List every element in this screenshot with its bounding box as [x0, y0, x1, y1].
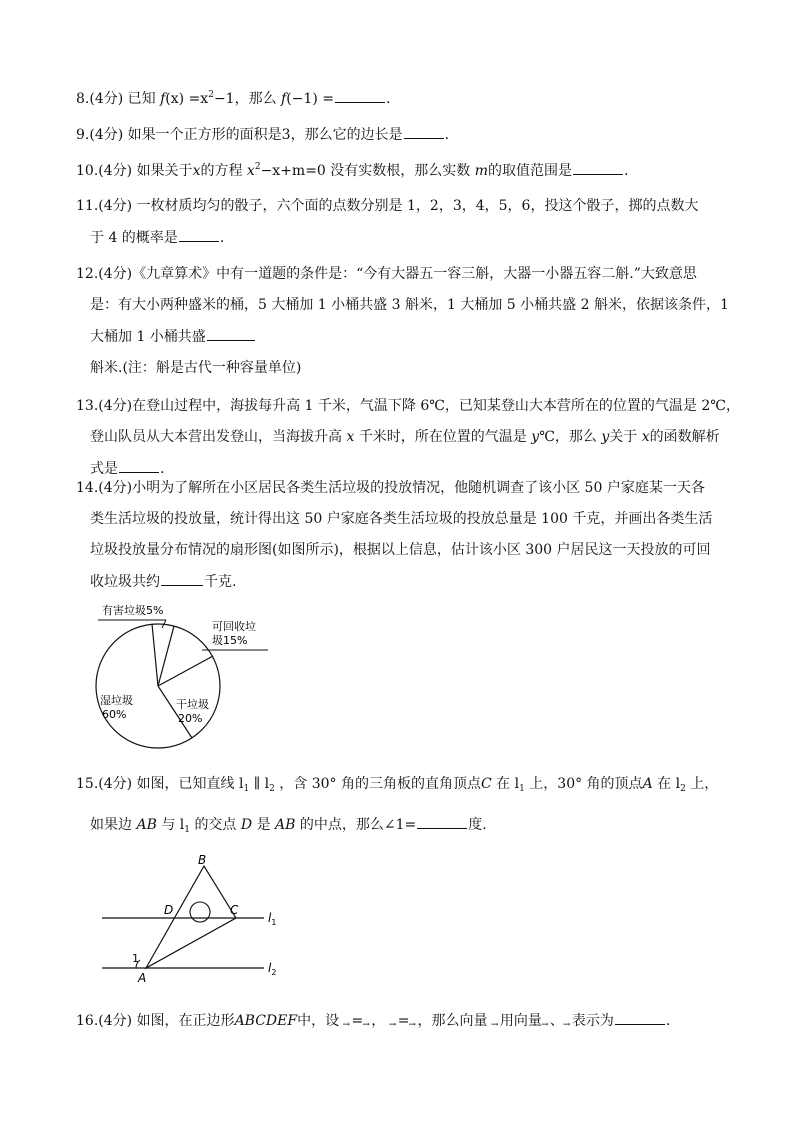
label-dry-pct: 20%: [178, 712, 203, 725]
point-d-label: D: [164, 903, 174, 917]
question-10: 10.(4分) 如果关于x的方程 $x^2-x+m=0$ 没有实数根，那么实数 m的取值范围是 .: [76, 162, 629, 179]
answer-blank[interactable]: [404, 124, 444, 139]
answer-blank[interactable]: [335, 88, 385, 103]
question-16: 16.(4分) 如图，在正边形ABCDEF中，设 = ， = ，那么向量 用向量 、 表示为 .: [76, 1010, 726, 1031]
question-15: 15.(4分) 如图，已知直线 $l_1$ ∥ $l_2$ ，含 30° 角的三角板的直角顶点C 在 $l_1$ 上，30° 角的顶点A 在 $l_2$ 上， 如果边 AB 与 $l_1$ 的交点 D 是 AB 的中点，那么∠1= 度.: [76, 776, 719, 835]
answer-blank[interactable]: [161, 571, 203, 586]
label-recyclable: 可回收垃: [212, 620, 256, 633]
triangle-hole: [190, 902, 210, 922]
answer-blank[interactable]: [179, 227, 219, 242]
answer-blank[interactable]: [615, 1010, 665, 1025]
label-hazardous: 有害垃圾5%: [102, 604, 164, 617]
geometry-figure: [96, 852, 296, 988]
label-wet: 湿垃圾: [100, 694, 133, 707]
label-wet-pct: 60%: [102, 708, 127, 721]
point-b-label: B: [198, 853, 207, 867]
point-a-label: A: [138, 971, 147, 985]
answer-blank[interactable]: [207, 326, 255, 341]
answer-blank[interactable]: [119, 458, 159, 473]
question-8: 8.(4分) 已知 $f(x) =x^2-1$，那么 f(−1) = .: [76, 90, 391, 107]
question-12: 12.(4分)《九章算术》中有一道题的条件是：“今有大器五一容三斛，大器一小器五容二斛.”大致意思 是：有大小两种盛米的桶，5 大桶加 1 小桶共盛 3 斛米，1 大桶加 5 小桶共盛 2 斛米，依据该条件，1 大桶加 1 小桶共盛 斛米.(注：斛是古代一种容量单位): [76, 266, 729, 376]
line-l1-label: $l_1$: [268, 911, 277, 927]
question-9: 9.(4分) 如果一个正方形的面积是3，那么它的边长是 .: [76, 124, 726, 145]
slice-boundary: [158, 656, 213, 686]
answer-blank[interactable]: [573, 160, 623, 175]
pie-chart: [90, 598, 280, 758]
question-13: 13.(4分)在登山过程中，海拔每升高 1 千米，气温下降 6℃，已知某登山大本营所在的位置的气温是 2℃， 登山队员从大本营出发登山，当海拔升高 x 千米时，所在位置的气温是 y℃，那么 y关于 x的函数解析 式是 .: [76, 398, 740, 477]
slice-boundary: [152, 624, 158, 686]
line-l2-label: $l_2$: [268, 961, 277, 977]
question-11: 11.(4分) 一枚材质均匀的骰子，六个面的点数分别是 1，2，3，4，5，6，投这个骰子，掷的点数大 于 4 的概率是 .: [76, 198, 699, 246]
answer-blank[interactable]: [417, 814, 467, 829]
label-recyclable-2: 圾15%: [212, 634, 248, 647]
angle-1-label: 1: [132, 952, 139, 965]
point-c-label: C: [230, 903, 239, 917]
question-14: 14.(4分)小明为了解所在小区居民各类生活垃圾的投放情况，他随机调查了该小区 50 户家庭某一天各 类生活垃圾的投放量，统计得出这 50 户家庭各类生活垃圾的投放总量是 100 千克，并画出各类生活 垃圾投放量分布情况的扇形图(如图所示)，根据以上信息，估计该小区 300 户居民这一天投放的可回 收垃圾共约 千克.: [76, 480, 713, 590]
label-dry: 干垃圾: [176, 698, 209, 711]
slice-boundary: [158, 626, 174, 686]
